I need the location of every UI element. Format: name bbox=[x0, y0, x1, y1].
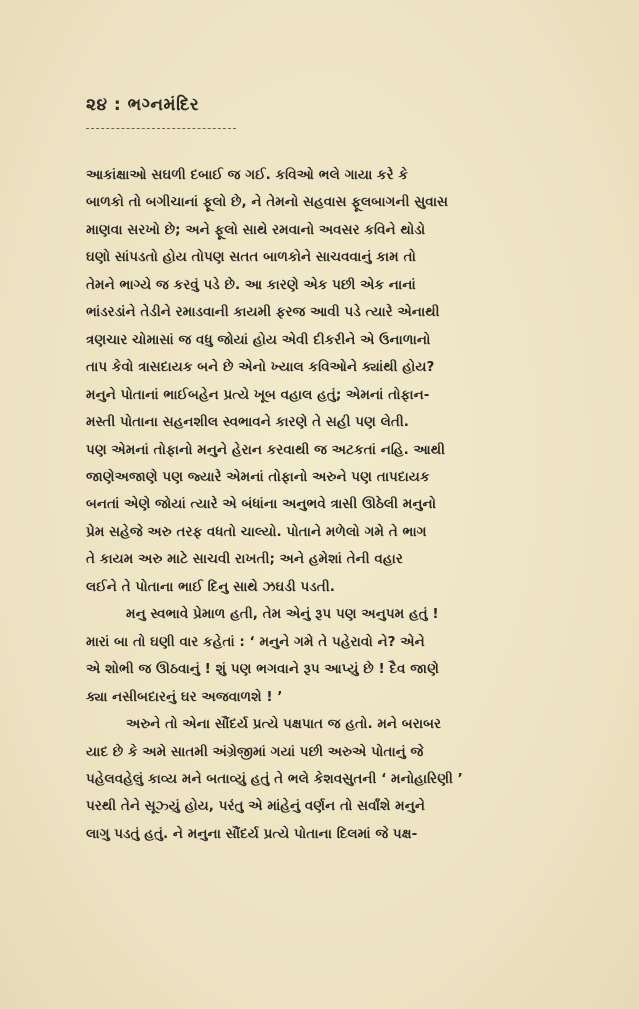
text-line: મસ્તી પોતાના સહનશીલ સ્વભાવને કારણે તે સહી પણ લેતી. bbox=[86, 414, 409, 431]
text-line: મનુ સ્વભાવે પ્રેમાળ હતી, તેમ એનું રૂપ પણ અનુપમ હતું ! bbox=[126, 606, 439, 623]
text-line: જાણેઅજાણે પણ જ્યારે એમનાં તોફાનો અરુને પણ તાપદાયક bbox=[86, 468, 430, 485]
text-line: ભાંડરડાંને તેડીને રમાડવાની કાયમી ફરજ આવી પડે ત્યારે એનાથી bbox=[86, 304, 440, 321]
text-line: આકાંક્ષાઓ સઘળી દબાઈ જ ગઈ. કવિઓ ભલે ગાયા કરે કે bbox=[86, 167, 408, 183]
text-line: અરુને તો એના સૌંદર્ય પ્રત્યે પક્ષપાત જ હતો. મને બરાબર bbox=[126, 716, 442, 733]
text-line: ત્રણચાર ચોમાસાં જ વધુ જોયાં હોય એવી દીકરીને એ ઉનાળાનો bbox=[86, 331, 431, 348]
text-line: બનતાં એણે જોયાં ત્યારે એ બંધાંના અનુભવે ત્રાસી ઊઠેલી મનુનો bbox=[86, 496, 437, 513]
header-divider bbox=[86, 128, 236, 129]
text-line: ક્યા નસીબદારનું ઘર અજવાળશે ! ’ bbox=[86, 688, 283, 705]
text-line: પણ એમનાં તોફાનો મનુને હેરાન કરવાથી જ અટકતાં નહિ. આથી bbox=[86, 441, 446, 458]
text-line: લઈને તે પોતાના ભાઈ દિનુ સાથે ઝઘડી પડતી. bbox=[86, 578, 335, 595]
text-line: તે કાયમ અરુ માટે સાચવી રાખતી; અને હમેશાં તેની વહાર bbox=[86, 551, 403, 568]
text-line: માણવા સરખો છે; અને ફૂલો સાથે રમવાનો અવસર કવિને થોડો bbox=[86, 221, 426, 238]
text-line: એ શોભી જ ઊઠવાનું ! શું પણ ભગવાને રૂપ આપ્યું છે ! દૈવ જાણે bbox=[86, 661, 439, 678]
text-line: પ્રેમ સહેજે અરુ તરફ વધતો ચાલ્યો. પોતાને મળેલો ગમે તે ભાગ bbox=[86, 523, 427, 540]
text-line: તાપ કેવો ત્રાસદાયક બને છે એનો ખ્યાલ કવિઓને ક્યાંથી હોય? bbox=[86, 359, 435, 376]
text-line: યાદ છે કે અમે સાતમી અંગ્રેજીમાં ગયાં પછી અરુએ પોતાનું જે bbox=[86, 743, 424, 760]
text-line: બાળકો તો બગીચાનાં ફૂલો છે, ને તેમનો સહવાસ ફૂલબાગની સુવાસ bbox=[86, 194, 449, 211]
running-header: ૨૪ : ભગ્નમંદિર bbox=[86, 95, 200, 115]
text-line: મનુને પોતાનાં ભાઈબહેન પ્રત્યે ખૂબ વહાલ હતું; એમનાં તોફાન- bbox=[86, 386, 430, 403]
text-line: મારાં બા તો ઘણી વાર કહેતાં : ‘ મનુને ગમે તે પહેરાવો ને? એને bbox=[86, 633, 425, 650]
text-line: તેમને ભાગ્યે જ કરવું પડે છે. આ કારણે એક પછી એક નાનાં bbox=[86, 276, 416, 293]
text-line: પરથી તેને સૂઝ્યું હોય, પરંતુ એ માંહેનું વર્ણન તો સર્વાંશે મનુને bbox=[86, 798, 426, 815]
body-text bbox=[86, 162, 560, 848]
text-line: ઘણો સાંપડતો હોય તોપણ સતત બાળકોને સાચવવાનું કામ તો bbox=[86, 249, 416, 266]
text-line: લાગુ પડતું હતું. ને મનુના સૌંદર્ય પ્રત્યે પોતાના દિલમાં જે પક્ષ- bbox=[86, 825, 418, 842]
text-line: પહેલવહેલું કાવ્ય મને બતાવ્યું હતું તે ભલે કેશવસુતની ‘ મનોહારિણી ’ bbox=[86, 770, 463, 787]
